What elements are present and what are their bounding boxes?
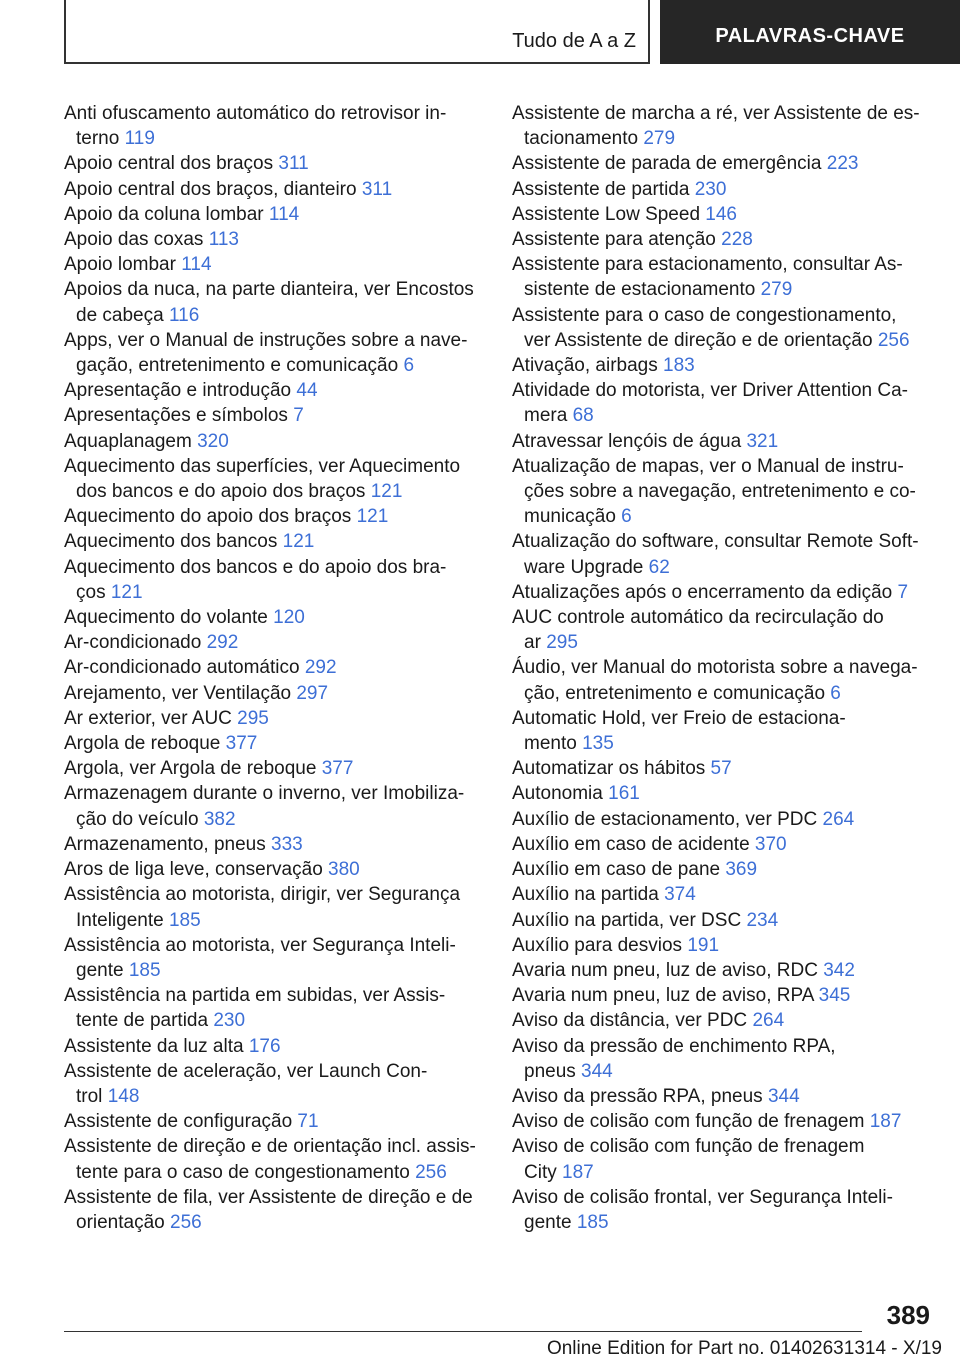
page-reference-link[interactable]: 344 xyxy=(581,1060,613,1082)
index-entry: Assistente de fila, ver Assistente de direção e de orientação 256 xyxy=(64,1186,473,1233)
page-reference-link[interactable]: 6 xyxy=(403,355,415,377)
index-entry: Apps, ver o Manual de instruções sobre a nave- gação, entretenimento e comunicação 6 xyxy=(64,329,468,377)
index-entry: Atravessar lençóis de água 321 xyxy=(512,430,779,452)
page-reference-link[interactable]: 6 xyxy=(830,682,841,704)
page-reference-link[interactable]: 120 xyxy=(273,607,305,629)
page-reference-link[interactable]: 62 xyxy=(648,556,670,578)
page-reference-link[interactable]: 333 xyxy=(271,833,303,855)
page-reference-link[interactable]: 342 xyxy=(823,959,855,981)
page-reference-link[interactable]: 344 xyxy=(767,1085,800,1107)
index-entry: Assistente de marcha a ré, ver Assistente de es- tacionamento 279 xyxy=(512,103,920,150)
index-entry: Apoio da coluna lombar 114 xyxy=(64,203,300,225)
index-entry: Apoio lombar 114 xyxy=(64,254,212,276)
index-column-left xyxy=(64,101,484,1235)
index-entry: Aquecimento das superfícies, ver Aquecimento dos bancos e do apoio dos braços 121 xyxy=(64,455,461,503)
index-entry: Armazenamento, pneus 333 xyxy=(64,833,303,855)
page-reference-link[interactable]: 320 xyxy=(197,430,229,452)
index-entry: Apoio das coxas 113 xyxy=(64,229,239,251)
page-reference-link[interactable]: 187 xyxy=(562,1161,594,1183)
page-reference-link[interactable]: 311 xyxy=(361,178,393,200)
page-reference-link[interactable]: 7 xyxy=(897,581,909,603)
page-reference-link[interactable]: 114 xyxy=(181,254,212,276)
index-entry: Aquecimento do volante 120 xyxy=(64,607,305,629)
page-reference-link[interactable]: 119 xyxy=(124,128,155,150)
page-reference-link[interactable]: 256 xyxy=(415,1161,447,1183)
index-entry: Assistente de direção e de orientação incl. assis- tente para o caso de congestionamento 256 xyxy=(64,1136,476,1183)
page-reference-link[interactable]: 114 xyxy=(268,203,300,225)
index-entry: Armazenagem durante o inverno, ver Imobiliza- ção do veículo 382 xyxy=(64,783,465,830)
index-entry: Assistente para o caso de congestionamento, ver Assistente de direção e de orientação 256 xyxy=(512,304,910,351)
page-reference-link[interactable]: 279 xyxy=(760,279,793,301)
page-reference-link[interactable]: 295 xyxy=(237,707,269,729)
page-reference-link[interactable]: 264 xyxy=(752,1010,785,1032)
page-reference-link[interactable]: 321 xyxy=(746,430,779,452)
page-reference-link[interactable]: 6 xyxy=(621,506,632,528)
index-entry: Assistente de configuração 71 xyxy=(64,1111,319,1133)
index-entry: Automatic Hold, ver Freio de estaciona- mento 135 xyxy=(512,707,846,755)
index-entry: Aquecimento dos bancos 121 xyxy=(64,531,315,553)
page-reference-link[interactable]: 234 xyxy=(746,909,779,931)
page-reference-link[interactable]: 264 xyxy=(822,808,855,830)
header-line-divider xyxy=(648,0,650,64)
index-entry: Autonomia 161 xyxy=(512,783,640,805)
index-entry: Atividade do motorista, ver Driver Attention Ca- mera 68 xyxy=(512,380,909,427)
page-reference-link[interactable]: 187 xyxy=(869,1111,902,1133)
index-entry: Assistente para atenção 228 xyxy=(512,229,753,251)
page-reference-link[interactable]: 292 xyxy=(206,632,239,654)
index-entry: Áudio, ver Manual do motorista sobre a navega- ção, entretenimento e comunicação 6 xyxy=(512,657,918,704)
page-reference-link[interactable]: 369 xyxy=(725,859,758,881)
page-reference-link[interactable]: 183 xyxy=(663,355,695,377)
page-reference-link[interactable]: 230 xyxy=(694,178,727,200)
index-entry: Aviso da pressão RPA, pneus 344 xyxy=(512,1085,800,1107)
index-entry: Ar-condicionado 292 xyxy=(64,632,239,654)
index-entry: Argola, ver Argola de reboque 377 xyxy=(64,758,354,780)
index-entry: Apoio central dos braços 311 xyxy=(64,153,309,175)
index-entry: Atualização de mapas, ver o Manual de instru- ções sobre a navegação, entretenimento e co- municação 6 xyxy=(512,455,916,528)
page-reference-link[interactable]: 68 xyxy=(572,405,594,427)
page-reference-link[interactable]: 374 xyxy=(664,884,696,906)
index-entry: Ar-condicionado automático 292 xyxy=(64,657,337,679)
header-line-left xyxy=(64,0,66,64)
index-entry: Aros de liga leve, conservação 380 xyxy=(64,859,360,881)
index-entry: Ativação, airbags 183 xyxy=(512,355,695,377)
page-reference-link[interactable]: 295 xyxy=(546,632,578,654)
index-entry: Assistente para estacionamento, consultar As- sistente de estacionamento 279 xyxy=(512,254,903,301)
page-reference-link[interactable]: 228 xyxy=(721,229,753,251)
header-line-bottom xyxy=(64,62,650,64)
index-entry: Assistente de aceleração, ver Launch Con- trol 148 xyxy=(64,1060,428,1107)
page-reference-link[interactable]: 121 xyxy=(356,506,389,528)
page-reference-link[interactable]: 370 xyxy=(754,833,787,855)
index-entry: Aviso da distância, ver PDC 264 xyxy=(512,1010,785,1032)
page-reference-link[interactable]: 382 xyxy=(203,808,236,830)
index-entry: Apresentações e símbolos 7 xyxy=(64,405,304,427)
index-entry: Apoios da nuca, na parte dianteira, ver Encostos de cabeça 116 xyxy=(64,279,474,326)
index-entry: Atualizações após o encerramento da edição 7 xyxy=(512,581,909,603)
page-number: 389 xyxy=(886,1300,930,1330)
page-reference-link[interactable]: 191 xyxy=(687,934,720,956)
index-entry: Avaria num pneu, luz de aviso, RPA 345 xyxy=(512,985,851,1007)
page-reference-link[interactable]: 185 xyxy=(576,1211,609,1233)
index-entry: Apoio central dos braços, dianteiro 311 xyxy=(64,178,393,200)
page-reference-link[interactable]: 185 xyxy=(168,909,201,931)
page-reference-link[interactable]: 146 xyxy=(705,203,737,225)
page-reference-link[interactable]: 116 xyxy=(168,304,200,326)
page-reference-link[interactable]: 44 xyxy=(296,380,318,402)
page-reference-link[interactable]: 377 xyxy=(225,733,258,755)
page-reference-link[interactable]: 279 xyxy=(643,128,676,150)
page-reference-link[interactable]: 292 xyxy=(304,657,337,679)
footer-edition: Online Edition for Part no. 01402631314 - X/19 xyxy=(546,1338,942,1359)
page-reference-link[interactable]: 256 xyxy=(877,329,910,351)
index-entry: Aviso da pressão de enchimento RPA, pneus 344 xyxy=(512,1035,836,1082)
index-entry: Auxílio na partida, ver DSC 234 xyxy=(512,909,779,931)
index-entry: Assistente de parada de emergência 223 xyxy=(512,153,859,175)
page-reference-link[interactable]: 71 xyxy=(297,1111,319,1133)
index-entry: Assistente de partida 230 xyxy=(512,178,727,200)
index-entry: Aquecimento do apoio dos braços 121 xyxy=(64,506,389,528)
page-reference-link[interactable]: 121 xyxy=(370,481,403,503)
page-reference-link[interactable]: 345 xyxy=(818,985,851,1007)
index-entry: Auxílio para desvios 191 xyxy=(512,934,720,956)
index-entry: Argola de reboque 377 xyxy=(64,733,258,755)
index-entry: Automatizar os hábitos 57 xyxy=(512,758,732,780)
index-column-right xyxy=(512,101,932,1235)
index-entry: Auxílio na partida 374 xyxy=(512,884,696,906)
index-entry: AUC controle automático da recirculação do ar 295 xyxy=(512,607,884,654)
index-entry: Auxílio em caso de acidente 370 xyxy=(512,833,787,855)
page-reference-link[interactable]: 148 xyxy=(107,1085,140,1107)
index-entry: Atualização do software, consultar Remote Soft- ware Upgrade 62 xyxy=(512,531,919,578)
header-section-title: Tudo de A a Z xyxy=(512,30,636,52)
index-entry: Assistência ao motorista, dirigir, ver Segurança Inteligente 185 xyxy=(64,884,461,931)
page-reference-link[interactable]: 113 xyxy=(208,229,239,251)
page-reference-link[interactable]: 176 xyxy=(248,1035,281,1057)
page-reference-link[interactable]: 380 xyxy=(328,859,360,881)
index-entry: Apresentação e introdução 44 xyxy=(64,380,318,402)
index-entry: Assistente da luz alta 176 xyxy=(64,1035,281,1057)
page-reference-link[interactable]: 230 xyxy=(213,1010,246,1032)
index-entry: Anti ofuscamento automático do retrovisor in- terno 119 xyxy=(64,103,447,150)
index-entry: Auxílio de estacionamento, ver PDC 264 xyxy=(512,808,855,830)
index-entry: Aquecimento dos bancos e do apoio dos bra- ços 121 xyxy=(64,556,447,603)
page-reference-link[interactable]: 121 xyxy=(110,581,143,603)
index-entry: Aviso de colisão com função de frenagem City 187 xyxy=(512,1136,865,1183)
index-entry: Assistente Low Speed 146 xyxy=(512,203,737,225)
index-entry: Avaria num pneu, luz de aviso, RDC 342 xyxy=(512,959,855,981)
page-reference-link[interactable]: 161 xyxy=(608,783,640,805)
index-entry: Arejamento, ver Ventilação 297 xyxy=(64,682,329,704)
index-entry: Assistência ao motorista, ver Segurança Inteli- gente 185 xyxy=(64,934,456,981)
page-reference-link[interactable]: 297 xyxy=(296,682,329,704)
header-tab[interactable]: PALAVRAS-CHAVE xyxy=(660,0,960,64)
page-reference-link[interactable]: 135 xyxy=(582,733,614,755)
index-entry: Aviso de colisão frontal, ver Segurança Inteli- gente 185 xyxy=(512,1186,893,1233)
page-reference-link[interactable]: 377 xyxy=(321,758,354,780)
index-entry: Assistência na partida em subidas, ver Assis- tente de partida 230 xyxy=(64,985,446,1032)
page-reference-link[interactable]: 256 xyxy=(170,1211,202,1233)
index-entry: Ar exterior, ver AUC 295 xyxy=(64,707,269,729)
page-reference-link[interactable]: 57 xyxy=(710,758,732,780)
index-entry: Aviso de colisão com função de frenagem 187 xyxy=(512,1111,902,1133)
page-reference-link[interactable]: 121 xyxy=(282,531,315,553)
page-reference-link[interactable]: 311 xyxy=(278,153,309,175)
page-reference-link[interactable]: 7 xyxy=(293,405,304,427)
page-reference-link[interactable]: 185 xyxy=(128,959,161,981)
index-entry: Aquaplanagem 320 xyxy=(64,430,229,452)
footer-line xyxy=(64,1331,862,1332)
page-reference-link[interactable]: 223 xyxy=(826,153,859,175)
index-entry: Auxílio em caso de pane 369 xyxy=(512,859,758,881)
